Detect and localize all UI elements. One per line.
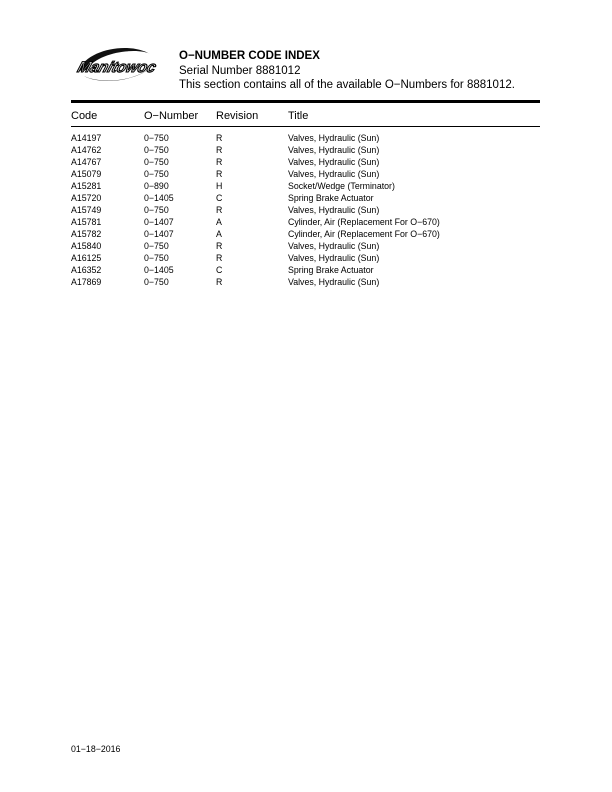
table-header-divider: [71, 126, 540, 127]
table-row: [0, 252, 612, 264]
cell-code: A15720: [71, 193, 102, 203]
page-title: O−NUMBER CODE INDEX: [179, 50, 320, 62]
cell-o-number: 0−750: [144, 205, 169, 215]
cell-revision: R: [216, 157, 223, 167]
cell-title: Valves, Hydraulic (Sun): [288, 277, 380, 287]
table-body: [0, 132, 612, 288]
cell-code: A15281: [71, 181, 102, 191]
cell-title: Valves, Hydraulic (Sun): [288, 205, 380, 215]
table-header: [0, 110, 612, 124]
cell-title: Valves, Hydraulic (Sun): [288, 241, 380, 251]
section-description: This section contains all of the available O−Numbers for 8881012.: [179, 79, 515, 91]
cell-title: Spring Brake Actuator: [288, 265, 374, 275]
cell-revision: C: [216, 193, 223, 203]
header-divider: [71, 100, 540, 103]
cell-code: A15781: [71, 217, 102, 227]
cell-o-number: 0−1407: [144, 217, 174, 227]
table-row: [0, 192, 612, 204]
cell-title: Valves, Hydraulic (Sun): [288, 253, 380, 263]
table-row: [0, 240, 612, 252]
cell-revision: R: [216, 145, 223, 155]
column-header-o-number: O−Number: [144, 110, 199, 122]
cell-code: A15749: [71, 205, 102, 215]
cell-revision: A: [216, 229, 222, 239]
cell-code: A14762: [71, 145, 102, 155]
table-row: [0, 276, 612, 288]
cell-revision: R: [216, 169, 223, 179]
column-header-code: Code: [71, 110, 98, 122]
table-row: [0, 144, 612, 156]
cell-code: A15079: [71, 169, 102, 179]
cell-o-number: 0−750: [144, 241, 169, 251]
cell-o-number: 0−750: [144, 253, 169, 263]
cell-title: Spring Brake Actuator: [288, 193, 374, 203]
cell-o-number: 0−890: [144, 181, 169, 191]
column-header-title: Title: [288, 110, 309, 122]
cell-o-number: 0−750: [144, 277, 169, 287]
cell-revision: H: [216, 181, 223, 191]
cell-revision: R: [216, 277, 223, 287]
cell-title: Valves, Hydraulic (Sun): [288, 145, 380, 155]
footer-date: 01−18−2016: [71, 744, 121, 754]
table-row: [0, 168, 612, 180]
manitowoc-logo-graphic: [70, 40, 158, 90]
cell-title: Valves, Hydraulic (Sun): [288, 157, 380, 167]
serial-number: Serial Number 8881012: [179, 64, 301, 77]
cell-o-number: 0−1405: [144, 265, 174, 275]
table-row: [0, 156, 612, 168]
logo-wordmark: Manitowoc: [75, 59, 158, 76]
page-header: [179, 49, 515, 93]
cell-code: A14767: [71, 157, 102, 167]
cell-o-number: 0−750: [144, 169, 169, 179]
cell-code: A15840: [71, 241, 102, 251]
cell-title: Cylinder, Air (Replacement For O−670): [288, 217, 440, 227]
table-row: [0, 132, 612, 144]
cell-o-number: 0−750: [144, 145, 169, 155]
table-row: [0, 216, 612, 228]
manitowoc-logo: [70, 40, 158, 90]
cell-title: Valves, Hydraulic (Sun): [288, 169, 380, 179]
table-row: [0, 264, 612, 276]
cell-revision: R: [216, 253, 223, 263]
cell-code: A14197: [71, 133, 102, 143]
table-row: [0, 180, 612, 192]
cell-revision: R: [216, 205, 223, 215]
cell-title: Socket/Wedge (Terminator): [288, 181, 395, 191]
cell-title: Valves, Hydraulic (Sun): [288, 133, 380, 143]
cell-revision: A: [216, 217, 222, 227]
cell-o-number: 0−1407: [144, 229, 174, 239]
cell-title: Cylinder, Air (Replacement For O−670): [288, 229, 440, 239]
cell-revision: C: [216, 265, 223, 275]
cell-revision: R: [216, 133, 223, 143]
table-row: [0, 204, 612, 216]
cell-o-number: 0−1405: [144, 193, 174, 203]
cell-code: A16352: [71, 265, 102, 275]
cell-code: A15782: [71, 229, 102, 239]
cell-code: A17869: [71, 277, 102, 287]
cell-o-number: 0−750: [144, 133, 169, 143]
table-row: [0, 228, 612, 240]
column-header-revision: Revision: [216, 110, 259, 122]
cell-o-number: 0−750: [144, 157, 169, 167]
cell-code: A16125: [71, 253, 102, 263]
cell-revision: R: [216, 241, 223, 251]
